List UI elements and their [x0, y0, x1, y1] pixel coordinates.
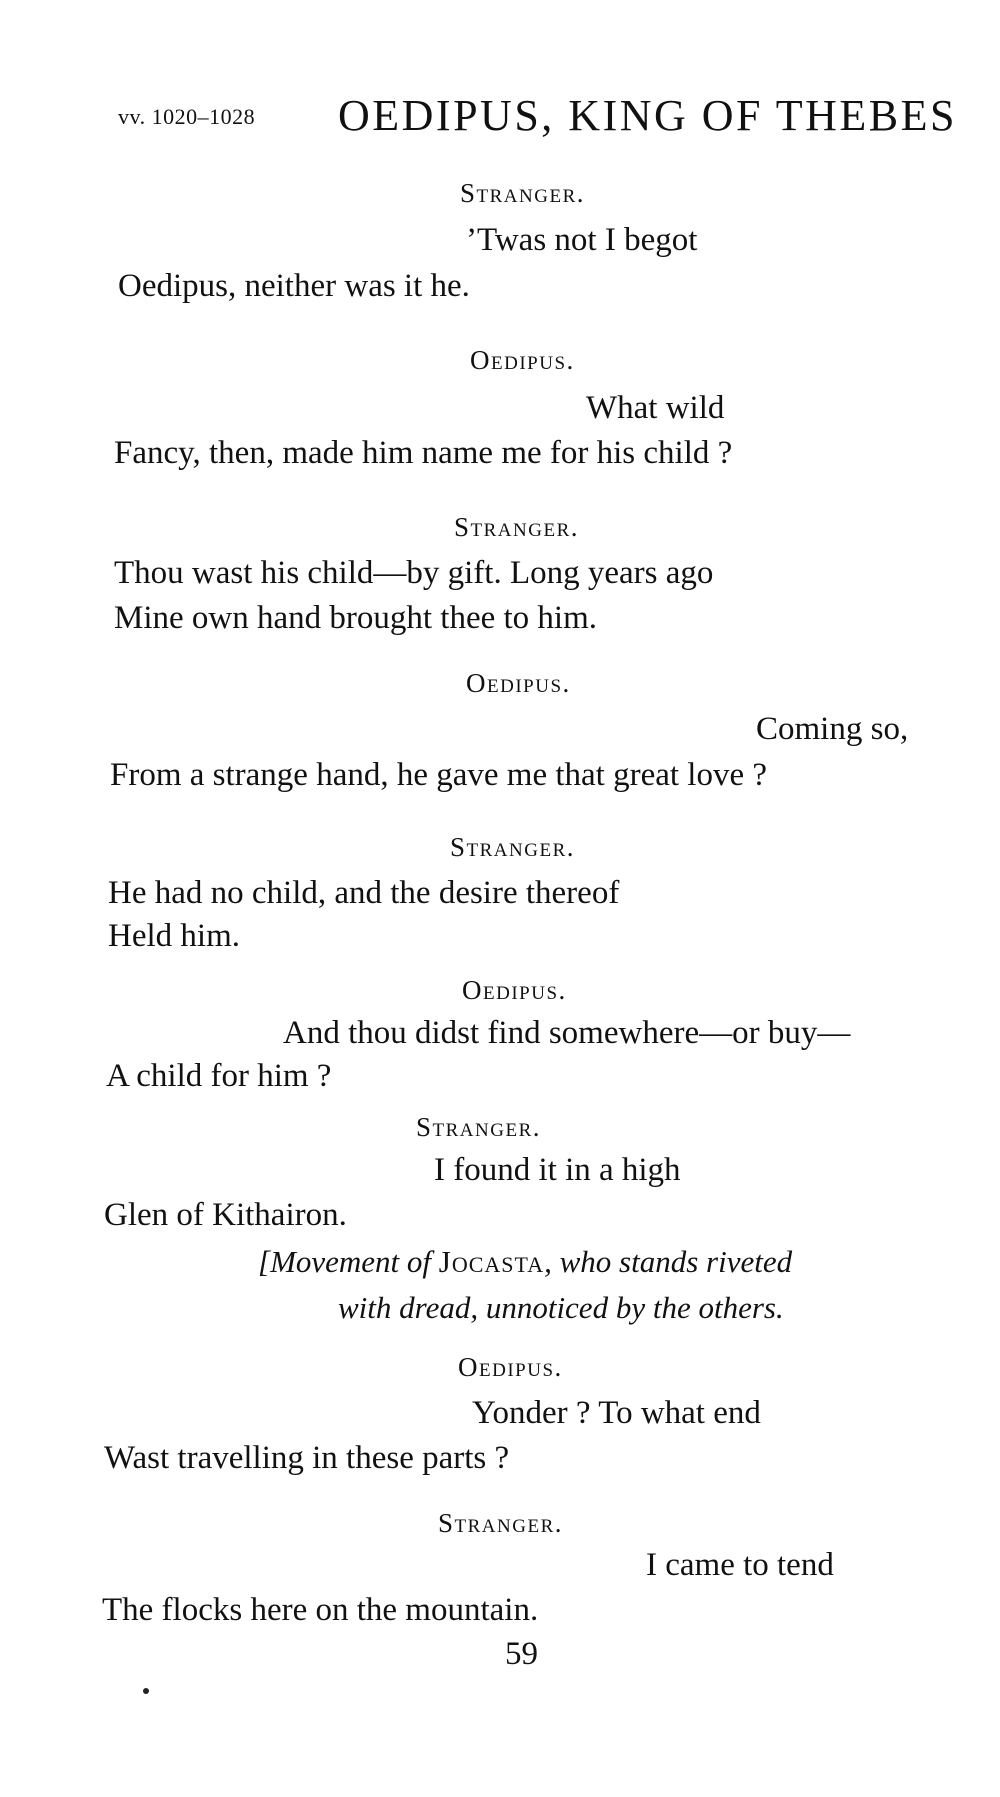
verse-line: Thou wast his child—by gift. Long years ago	[114, 555, 714, 591]
verse-range: vv. 1020–1028	[118, 104, 256, 129]
scan-speck	[143, 1688, 149, 1694]
speaker-oedipus: Oedipus.	[462, 975, 567, 1005]
stage-direction	[258, 1244, 792, 1280]
speaker-oedipus: Oedipus.	[466, 668, 571, 698]
speaker-oedipus: Oedipus.	[470, 345, 575, 375]
speaker-oedipus: Oedipus.	[458, 1352, 563, 1382]
speaker-stranger: Stranger.	[416, 1112, 541, 1142]
verse-line: From a strange hand, he gave me that great love ?	[110, 757, 768, 793]
verse-line: Fancy, then, made him name me for his child ?	[114, 435, 733, 471]
page-title: OEDIPUS, KING OF THEBES	[338, 91, 957, 140]
stage-direction-open: [Movement of	[258, 1244, 439, 1279]
verse-line: And thou didst find somewhere—or buy—	[283, 1015, 851, 1051]
verse-line: Coming so,	[756, 711, 909, 747]
verse-line: Glen of Kithairon.	[104, 1197, 347, 1233]
verse-line: Held him.	[108, 918, 240, 954]
speaker-stranger: Stranger.	[450, 832, 575, 862]
verse-line: Mine own hand brought thee to him.	[114, 600, 598, 636]
page-number: 59	[505, 1636, 538, 1672]
verse-line: A child for him ?	[106, 1058, 332, 1094]
speaker-stranger: Stranger.	[460, 178, 585, 208]
stage-direction-rest: , who stands riveted	[544, 1244, 793, 1279]
verse-line: The flocks here on the mountain.	[102, 1592, 539, 1628]
verse-line: What wild	[586, 390, 725, 426]
verse-line: Yonder ? To what end	[472, 1395, 761, 1431]
speaker-stranger: Stranger.	[454, 512, 579, 542]
stage-direction-line: with dread, unnoticed by the others.	[338, 1290, 784, 1325]
verse-line: I came to tend	[646, 1547, 834, 1583]
verse-line: He had no child, and the desire thereof	[108, 875, 620, 911]
verse-line: I found it in a high	[434, 1152, 681, 1188]
character-name-jocasta: Jocasta	[438, 1244, 545, 1279]
verse-line: Wast travelling in these parts ?	[104, 1440, 510, 1476]
verse-line: ’Twas not I begot	[466, 222, 698, 258]
speaker-stranger: Stranger.	[438, 1508, 563, 1538]
verse-line: Oedipus, neither was it he.	[118, 268, 470, 304]
